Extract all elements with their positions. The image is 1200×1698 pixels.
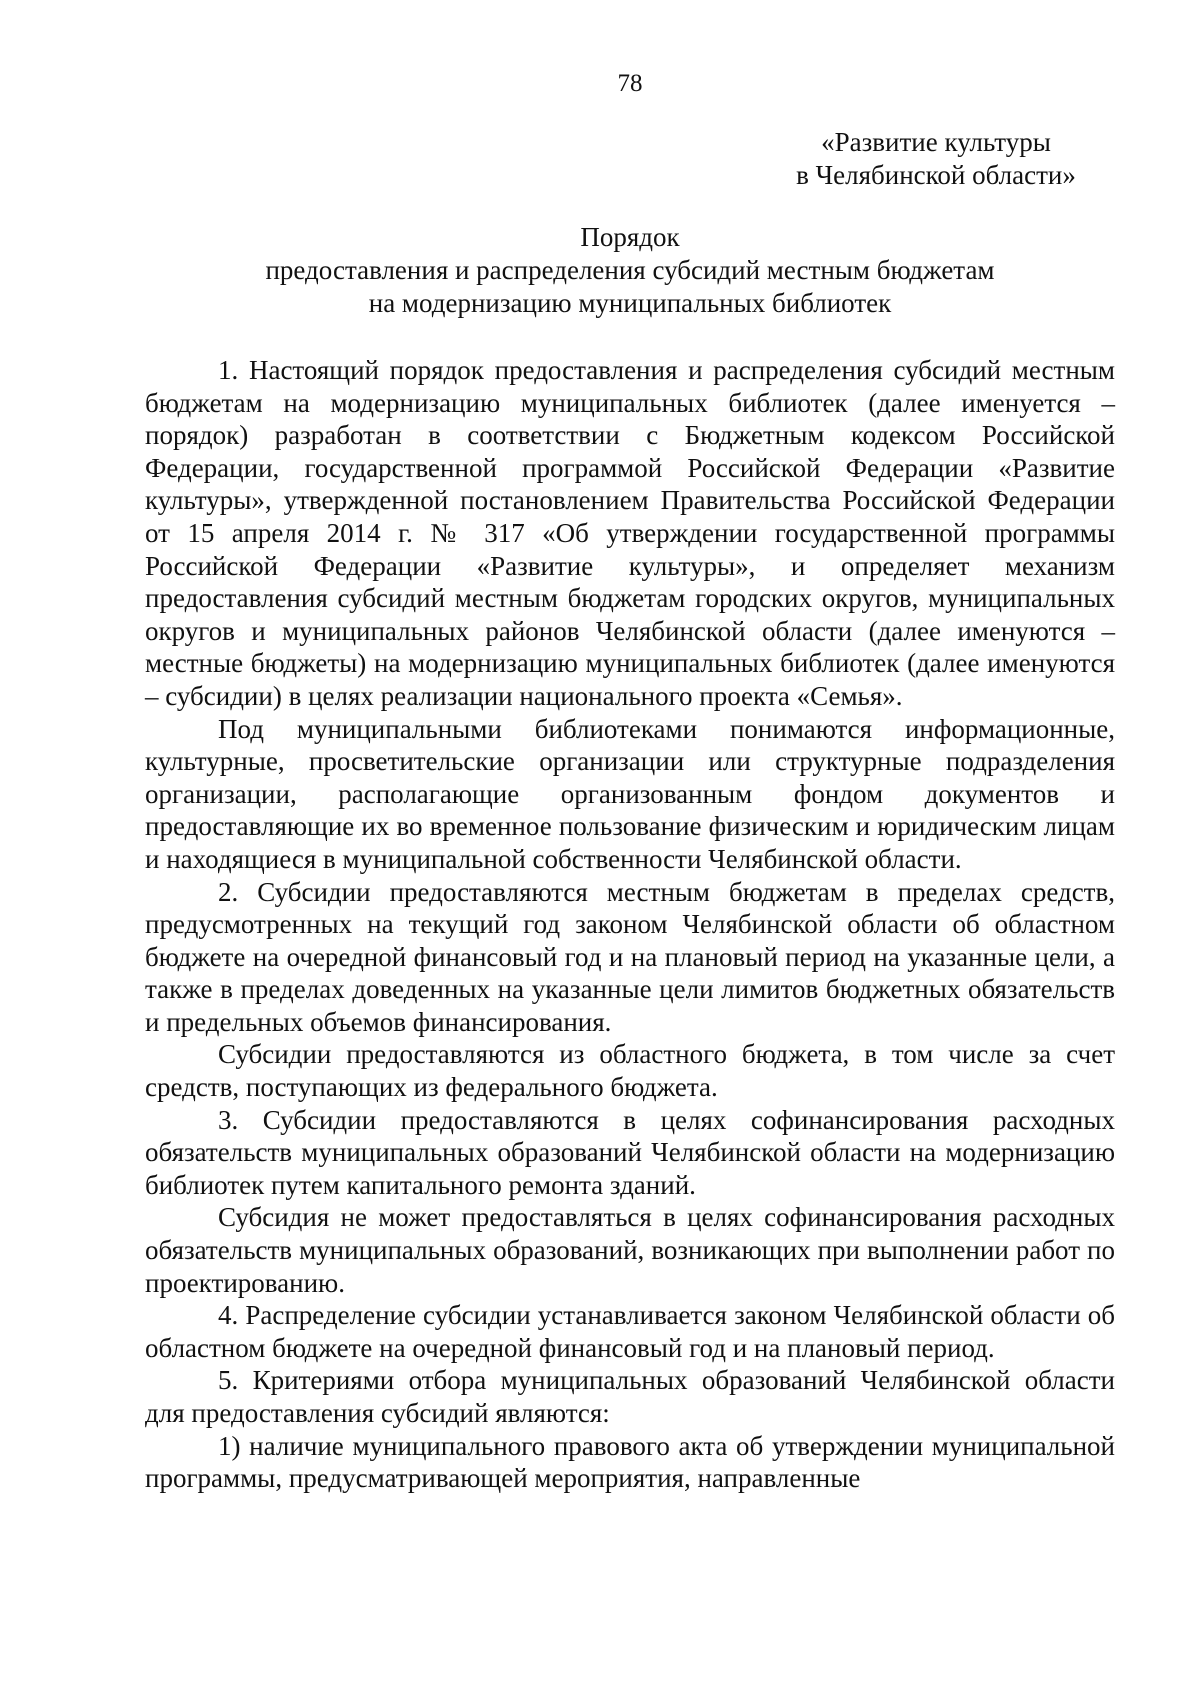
paragraph-7: 4. Распределение субсидии устанавливается законом Челябинской области об областном бюджете на очередной финансовый год и на плановый период. [145, 1300, 1115, 1363]
paragraph-1: 1. Настоящий порядок предоставления и распределения субсидий местным бюджетам на модернизацию муниципальных библиотек (далее именуется – порядок) разработан в соответствии с Бюджетным кодексом Российской Федерации, государственной программой Российской Федерации «Развитие культуры», утвержденной постановлением Правительства Российской Федерации от 15 апреля 2014 г. № 317 «Об утверждении государственной программы Российской Федерации «Развитие культуры», и определяет механизм предоставления субсидий местным бюджетам городских округов, муниципальных округов и муниципальных районов Челябинской области (далее именуются – местные бюджеты) на модернизацию муниципальных библиотек (далее именуются – субсидии) в целях реализации национального проекта «Семья». [145, 355, 1115, 711]
paragraph-4: Субсидии предоставляются из областного бюджета, в том числе за счет средств, поступающих из федерального бюджета. [145, 1039, 1115, 1103]
page-number: 78 [617, 70, 643, 97]
document-title [145, 221, 1115, 320]
document-title-line-3: на модернизацию муниципальных библиотек [368, 288, 892, 318]
program-reference [766, 126, 1106, 192]
program-reference-line-1: «Развитие культуры [821, 127, 1051, 157]
document-title-line-1: Порядок [580, 222, 680, 252]
paragraph-6: Субсидия не может предоставляться в целях софинансирования расходных обязательств муниципальных образований, возникающих при выполнении работ по проектированию. [145, 1202, 1115, 1298]
paragraph-5: 3. Субсидии предоставляются в целях софинансирования расходных обязательств муниципальных образований Челябинской области на модернизацию библиотек путем капитального ремонта зданий. [145, 1104, 1115, 1200]
document-title-line-2: предоставления и распределения субсидий местным бюджетам [265, 255, 995, 285]
paragraph-3: 2. Субсидии предоставляются местным бюджетам в пределах средств, предусмотренных на текущий год законом Челябинской области об областном бюджете на очередной финансовый год и на плановый период на указанные цели, а также в пределах доведенных на указанные цели лимитов бюджетных обязательств и предельных объемов финансирования. [145, 876, 1115, 1037]
paragraph-8: 5. Критериями отбора муниципальных образований Челябинской области для предоставления субсидий являются: [145, 1365, 1115, 1428]
program-reference-line-2: в Челябинской области» [796, 160, 1076, 190]
paragraph-9: 1) наличие муниципального правового акта об утверждении муниципальной программы, предусматривающей мероприятия, направленные [145, 1430, 1115, 1494]
paragraph-2: Под муниципальными библиотеками понимаются информационные, культурные, просветительские организации или структурные подразделения организации, располагающие организованным фондом документов и предоставляющие их во временное пользование физическим и юридическим лицам и находящиеся в муниципальной собственности Челябинской области. [145, 713, 1115, 874]
document-body [145, 354, 1115, 1495]
